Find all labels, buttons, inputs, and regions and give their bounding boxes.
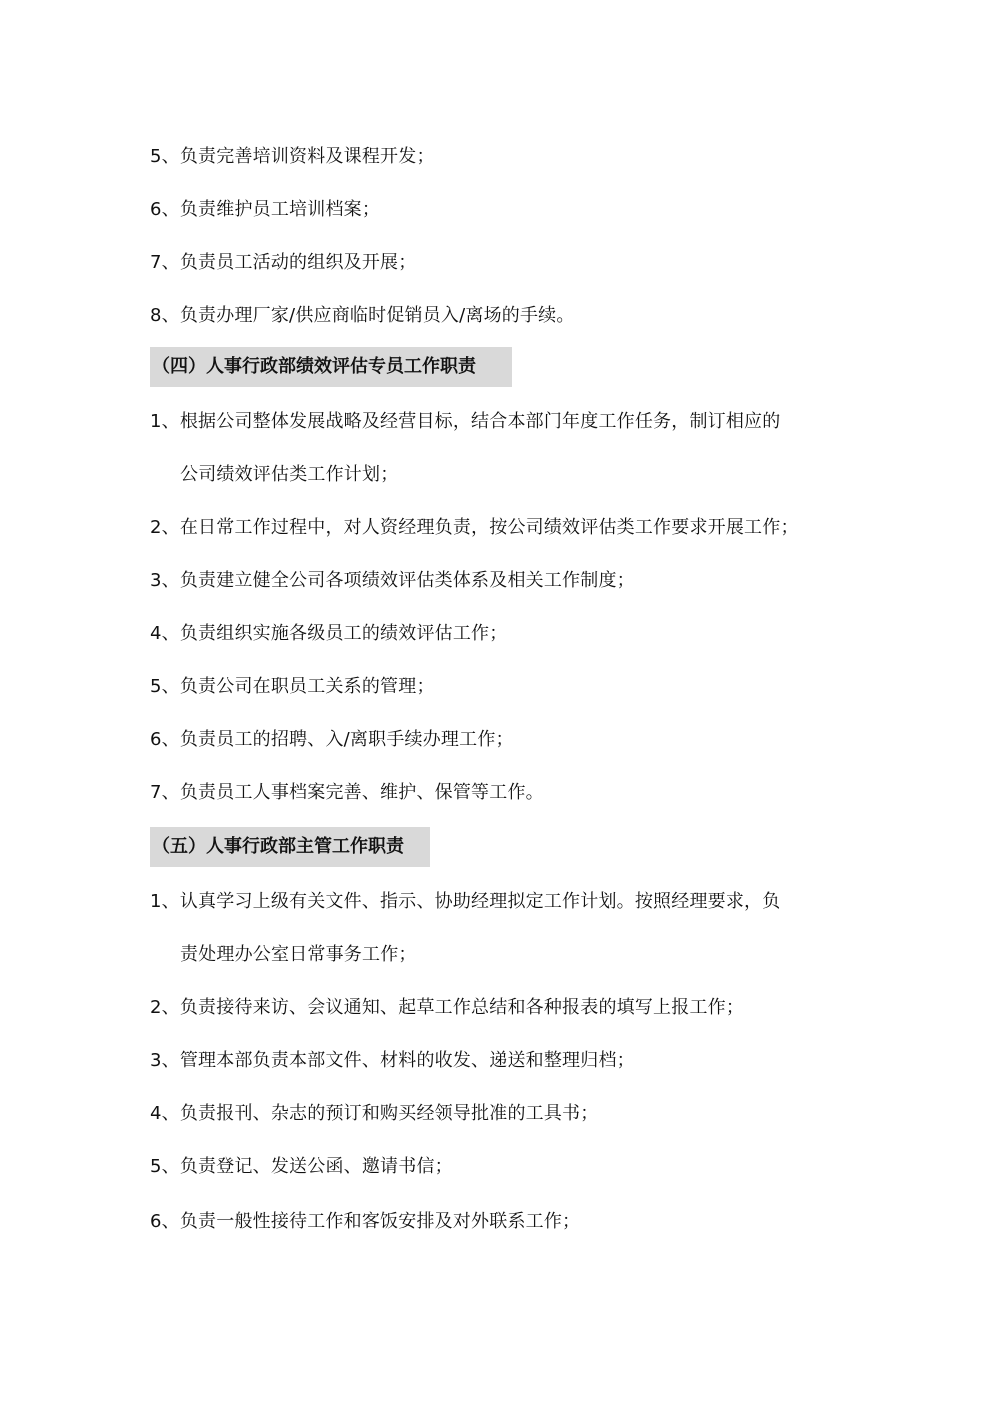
prev-item-7: 7、负责员工活动的组织及开展； [150,252,417,273]
section-5-item-6: 6、负责一般性接待工作和客饭安排及对外联系工作； [150,1211,581,1232]
section-4-item-1-line-1: 1、根据公司整体发展战略及经营目标，结合本部门年度工作任务，制订相应的 [150,411,781,432]
section-5-item-1-line-1: 1、认真学习上级有关文件、指示、协助经理拟定工作计划。按照经理要求，负 [150,891,781,912]
section-5-item-4: 4、负责报刊、杂志的预订和购买经领导批准的工具书； [150,1103,599,1124]
section-5-item-2: 2、负责接待来访、会议通知、起草工作总结和各种报表的填写上报工作； [150,997,745,1018]
section-4-item-7: 7、负责员工人事档案完善、维护、保管等工作。 [150,782,544,803]
section-5-item-5: 5、负责登记、发送公函、邀请书信； [150,1156,453,1177]
prev-item-5: 5、负责完善培训资料及课程开发； [150,146,435,167]
section-5-item-1-line-2: 责处理办公室日常事务工作； [180,944,417,965]
section-4-item-6: 6、负责员工的招聘、入/离职手续办理工作； [150,729,514,750]
section-5-heading: （五）人事行政部主管工作职责 [150,827,430,867]
section-4-item-4: 4、负责组织实施各级员工的绩效评估工作； [150,623,508,644]
section-4-item-3: 3、负责建立健全公司各项绩效评估类体系及相关工作制度； [150,570,635,591]
prev-item-6: 6、负责维护员工培训档案； [150,199,381,220]
section-4-item-2: 2、在日常工作过程中，对人资经理负责，按公司绩效评估类工作要求开展工作； [150,517,799,538]
prev-item-8: 8、负责办理厂家/供应商临时促销员入/离场的手续。 [150,305,575,326]
section-5-item-3: 3、管理本部负责本部文件、材料的收发、递送和整理归档； [150,1050,635,1071]
section-4-item-5: 5、负责公司在职员工关系的管理； [150,676,435,697]
section-4-item-1-line-2: 公司绩效评估类工作计划； [180,464,399,485]
section-4-heading: （四）人事行政部绩效评估专员工作职责 [150,347,512,387]
